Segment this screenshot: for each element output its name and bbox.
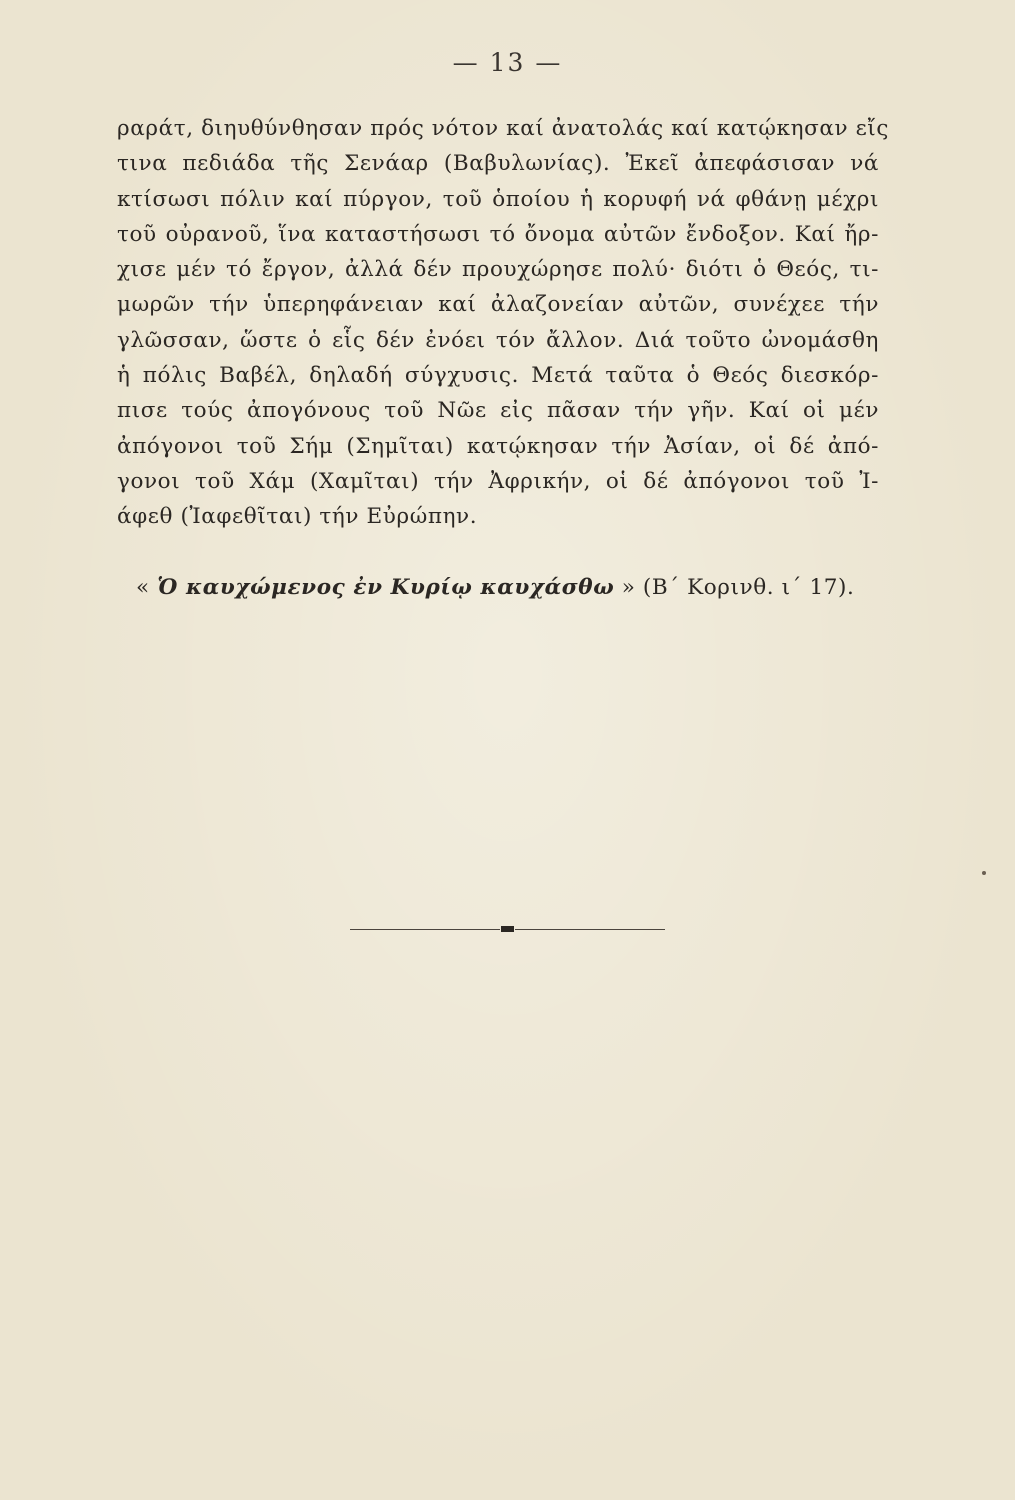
- paragraph: [117, 111, 889, 535]
- scripture-quote: [136, 570, 854, 605]
- paragraph-line: πισε τούς ἀπογόνους τοῦ Νῶε εἰς πᾶσαν τήν γῆν. Καί οἱ μέν: [117, 398, 879, 424]
- divider-rule-right: [515, 929, 665, 930]
- paragraph-line: γλῶσσαν, ὥστε ὁ εἷς δέν ἐνόει τόν ἄλλον. Διά τοῦτο ὠνομάσθη: [117, 327, 879, 353]
- quote-open-mark: «: [136, 575, 150, 600]
- divider-ornament-icon: [501, 926, 514, 932]
- paragraph-line: κτίσωσι πόλιν καί πύργον, τοῦ ὁποίου ἡ κορυφή νά φθάνῃ μέχρι: [117, 186, 879, 212]
- quote-reference: (Β΄ Κορινθ. ι΄ 17).: [642, 575, 855, 600]
- paragraph-line: τινα πεδιάδα τῆς Σενάαρ (Βαβυλωνίας). Ἐκεῖ ἀπεφάσισαν νά: [117, 151, 879, 177]
- divider-rule-left: [350, 929, 500, 930]
- paragraph-line: ἀπόγονοι τοῦ Σήμ (Σημῖται) κατῴκησαν τήν Ἀσίαν, οἱ δέ ἀπό-: [117, 433, 879, 459]
- paragraph-line: γονοι τοῦ Χάμ (Χαμῖται) τήν Ἀφρικήν, οἱ δέ ἀπόγονοι τοῦ Ἰ-: [117, 468, 879, 494]
- page-number: — 13 —: [452, 48, 563, 77]
- paragraph-line: άφεθ (Ἰαφεθῖται) τήν Εὐρώπην.: [117, 504, 478, 530]
- section-divider: [350, 925, 665, 933]
- paragraph-line: τοῦ οὐρανοῦ, ἵνα καταστήσωσι τό ὄνομα αὐτῶν ἔνδοξον. Καί ἤρ-: [117, 221, 879, 247]
- quote-text: Ὁ καυχώμενος ἐν Κυρίῳ καυχάσθω: [157, 575, 615, 600]
- quote-close-mark: »: [621, 575, 636, 600]
- paragraph-line: ἡ πόλις Βαβέλ, δηλαδή σύγχυσις. Μετά ταῦτα ὁ Θεός διεσκόρ-: [117, 363, 879, 389]
- paragraph-line: χισε μέν τό ἔργον, ἀλλά δέν προυχώρησε πολύ· διότι ὁ Θεός, τι-: [117, 257, 879, 283]
- paper-speck: [982, 871, 986, 875]
- paragraph-line: μωρῶν τήν ὑπερηφάνειαν καί ἀλαζονείαν αὐτῶν, συνέχεε τήν: [117, 292, 879, 318]
- paragraph-line: ραράτ, διηυθύνθησαν πρός νότον καί ἀνατολάς καί κατῴκησαν εἴς: [117, 116, 889, 141]
